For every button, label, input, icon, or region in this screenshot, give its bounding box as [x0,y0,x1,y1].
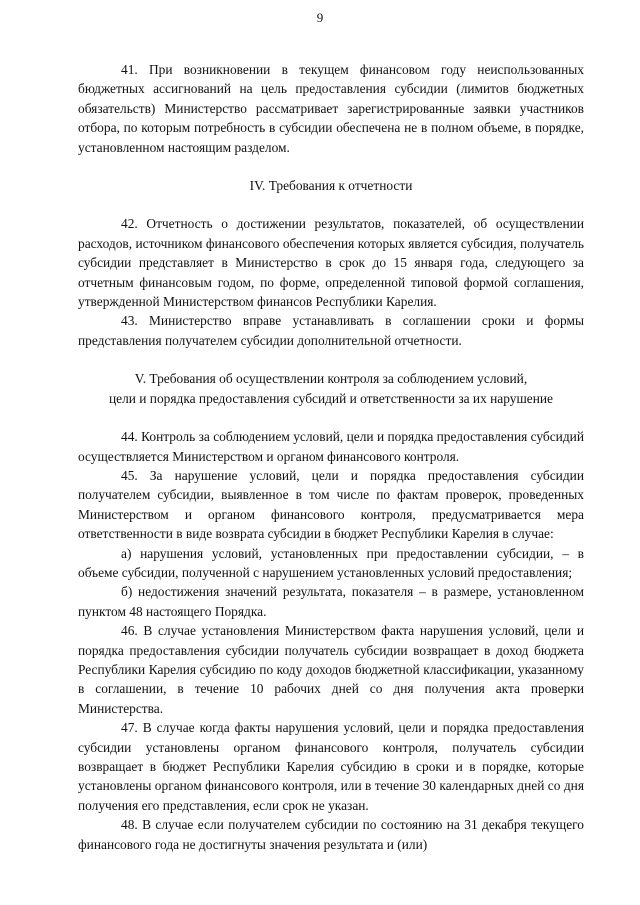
paragraph-42: 42. Отчетность о достижении результатов, показателей, об осуществлении расходов, источником финансового обеспечения которых является субсидия, получатель субсидии представляет в Министерство в срок до 15 января года, следующего за отчетным финансовым годом, по форме, определенной типовой формой соглашения, утвержденной Министерством финансов Республики Карелия. [78,216,584,310]
paragraph-46: 46. В случае установления Министерством факта нарушения условий, цели и порядка предоставления субсидии получатель субсидии возвращает в доход бюджета Республики Карелия субсидию по коду доходов бюджетной классификации, указанному в соглашении, в течение 10 рабочих дней со дня получения акта проверки Министерства. [78,623,584,716]
paragraph-48: 48. В случае если получателем субсидии по состоянию на 31 декабря текущего финансового года не достигнуты значения результата и (или) [78,817,584,852]
document-body [78,60,584,854]
heading-line: цели и порядка предоставления субсидий и ответственности за их нарушение [108,390,553,406]
section-heading-v [78,369,584,408]
paragraph-45: 45. За нарушение условий, цели и порядка предоставления субсидии получателем субсидии, выявленное в том числе по фактам проверок, проведенных Министерством и органом финансового контроля, предусматривается мера ответственности в виде возврата субсидии в бюджет Республики Карелия в случае: [78,467,584,542]
paragraph-44: 44. Контроль за соблюдением условий, цели и порядка предоставления субсидий осуществляется Министерством и органом финансового контроля. [78,429,584,464]
page-number: 9 [316,10,324,25]
paragraph-41: 41. При возникновении в текущем финансовом году неиспользованных бюджетных ассигнований на цель предоставления субсидии (лимитов бюджетных обязательств) Министерство рассматривает зарегистрированные заявки участников отбора, по которым потребность в субсидии обеспечена не в полном объеме, в порядке, установленном настоящим разделом. [78,62,584,155]
paragraph-45-a: а) нарушения условий, установленных при предоставлении субсидии, – в объеме субсидии, полученной с нарушением установленных условий предоставления; [78,545,584,580]
heading-line: V. Требования об осуществлении контроля за соблюдением условий, [134,371,528,387]
paragraph-45-b: б) недостижения значений результата, показателя – в размере, установленном пунктом 48 настоящего Порядка. [78,584,584,619]
heading-line: IV. Требования к отчетности [249,178,413,194]
section-heading-iv [78,176,584,195]
paragraph-43: 43. Министерство вправе устанавливать в соглашении сроки и формы представления получателем субсидии дополнительной отчетности. [78,313,584,348]
paragraph-47: 47. В случае когда факты нарушения условий, цели и порядка предоставления субсидии установлены органом финансового контроля, получатель субсидии возвращает в бюджет Республики Карелия субсидию в сроки и в порядке, которые установлены органом финансового контроля, или в течение 30 календарных дней со дня получения его представления, если срок не указан. [78,720,584,813]
